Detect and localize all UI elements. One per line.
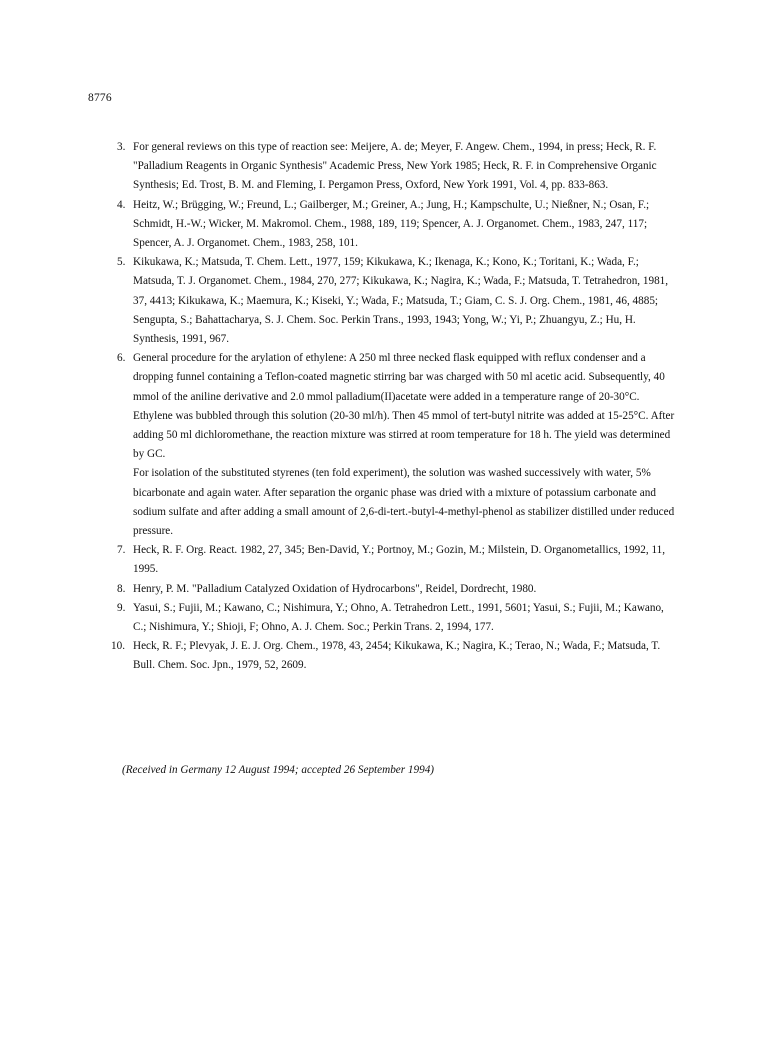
reference-text: [133, 349, 677, 541]
reference-item: [117, 541, 677, 579]
reference-paragraph: Yasui, S.; Fujii, M.; Kawano, C.; Nishimura, Y.; Ohno, A. Tetrahedron Lett., 1991, 5601; Yasui, S.; Fujii, M.; Kawano, C.; Nishimura, Y.; Shioji, F; Ohno, A. J. Chem. Soc.; Perkin Trans. 2, 1994, 177.: [133, 601, 664, 634]
reference-text: [133, 253, 677, 349]
reference-text: [133, 541, 677, 579]
reference-item: [117, 580, 677, 599]
reference-paragraph: For general reviews on this type of reaction see: Meijere, A. de; Meyer, F. Angew. Chem., 1994, in press; Heck, R. F. "Palladium Reagents in Organic Synthesis" Academic Press, New York 1985; Heck, R. F. in Comprehensive Organic Synthesis; Ed. Trost, B. M. and Fleming, I. Pergamon Press, Oxford, New York 1991, Vol. 4, pp. 833-863.: [133, 141, 657, 192]
reference-list: [111, 138, 677, 676]
reference-paragraph: Henry, P. M. "Palladium Catalyzed Oxidation of Hydrocarbons", Reidel, Dordrecht, 1980.: [133, 582, 537, 595]
reference-number: 10.: [111, 640, 125, 653]
reference-paragraph: Heck, R. F. Org. React. 1982, 27, 345; Ben-David, Y.; Portnoy, M.; Gozin, M.; Milstein, D. Organometallics, 1992, 11, 1995.: [133, 544, 666, 576]
reference-number: 8.: [117, 582, 126, 595]
reference-number: 5.: [117, 256, 126, 269]
reference-number: 6.: [117, 352, 126, 365]
reference-number: 3.: [117, 141, 126, 153]
reference-item: [117, 196, 677, 254]
reference-text: [133, 599, 677, 637]
reference-paragraph: Heck, R. F.; Plevyak, J. E. J. Org. Chem., 1978, 43, 2454; Kikukawa, K.; Nagira, K.; Terao, N.; Wada, F.; Matsuda, T. Bull. Chem. Soc. Jpn., 1979, 52, 2609.: [133, 640, 661, 672]
reference-text: [133, 580, 677, 599]
reference-number: 7.: [117, 544, 126, 557]
reference-number: 4.: [117, 198, 126, 211]
received-note: (Received in Germany 12 August 1994; accepted 26 September 1994): [122, 764, 435, 776]
page-number: 8776: [88, 92, 112, 104]
reference-paragraph: For isolation of the substituted styrenes (ten fold experiment), the solution was washed successively with water, 5% bicarbonate and again water. After separation the organic phase was dried with a mixture of potassium carbonate and sodium sulfate and after adding a small amount of 2,6-di-tert.-butyl-4-methyl-phenol as stabilizer distilled under reduced pressure.: [133, 467, 675, 538]
reference-text: [133, 196, 677, 254]
reference-paragraph: Heitz, W.; Brügging, W.; Freund, L.; Gailberger, M.; Greiner, A.; Jung, H.; Kampschulte, U.; Nießner, N.; Osan, F.; Schmidt, H.-W.; Wicker, M. Makromol. Chem., 1988, 189, 119; Spencer, A. J. Organomet. Chem., 1983, 247, 117; Spencer, A. J. Organomet. Chem., 1983, 258, 101.: [133, 198, 650, 250]
reference-item: [117, 253, 677, 349]
reference-item: [117, 599, 677, 637]
reference-number: 9.: [117, 601, 126, 614]
reference-item: [117, 349, 677, 541]
reference-item: [117, 138, 677, 196]
reference-text: [133, 637, 677, 675]
reference-text: [133, 138, 677, 196]
reference-paragraph: General procedure for the arylation of ethylene: A 250 ml three necked flask equipped with reflux condenser and a dropping funnel containing a Teflon-coated magnetic stirring bar was charged with 50 ml acetic acid. Subsequently, 40 mmol of the aniline derivative and 2.0 mmol palladium(II)acetate were added in a temperature range of 20-30°C. Ethylene was bubbled through this solution (20-30 ml/h). Then 45 mmol of tert-butyl nitrite was added at 15-25°C. After adding 50 ml dichloromethane, the reaction mixture was stirred at room temperature for 18 h. The yield was determined by GC.: [133, 352, 675, 461]
reference-item: [111, 637, 677, 675]
reference-paragraph: Kikukawa, K.; Matsuda, T. Chem. Lett., 1977, 159; Kikukawa, K.; Ikenaga, K.; Kono, K.; Toritani, K.; Wada, F.; Matsuda, T. J. Organomet. Chem., 1984, 270, 277; Kikukawa, K.; Nagira, K.; Wada, F.; Matsuda, T. Tetrahedron, 1981, 37, 4413; Kikukawa, K.; Maemura, K.; Kiseki, Y.; Wada, F.; Matsuda, T.; Giam, C. S. J. Org. Chem., 1981, 46, 4885; Sengupta, S.; Bahattacharya, S. J. Chem. Soc. Perkin Trans., 1993, 1943; Yong, W.; Yi, P.; Zhuangyu, Z.; Hu, H. Synthesis, 1991, 967.: [133, 256, 669, 346]
